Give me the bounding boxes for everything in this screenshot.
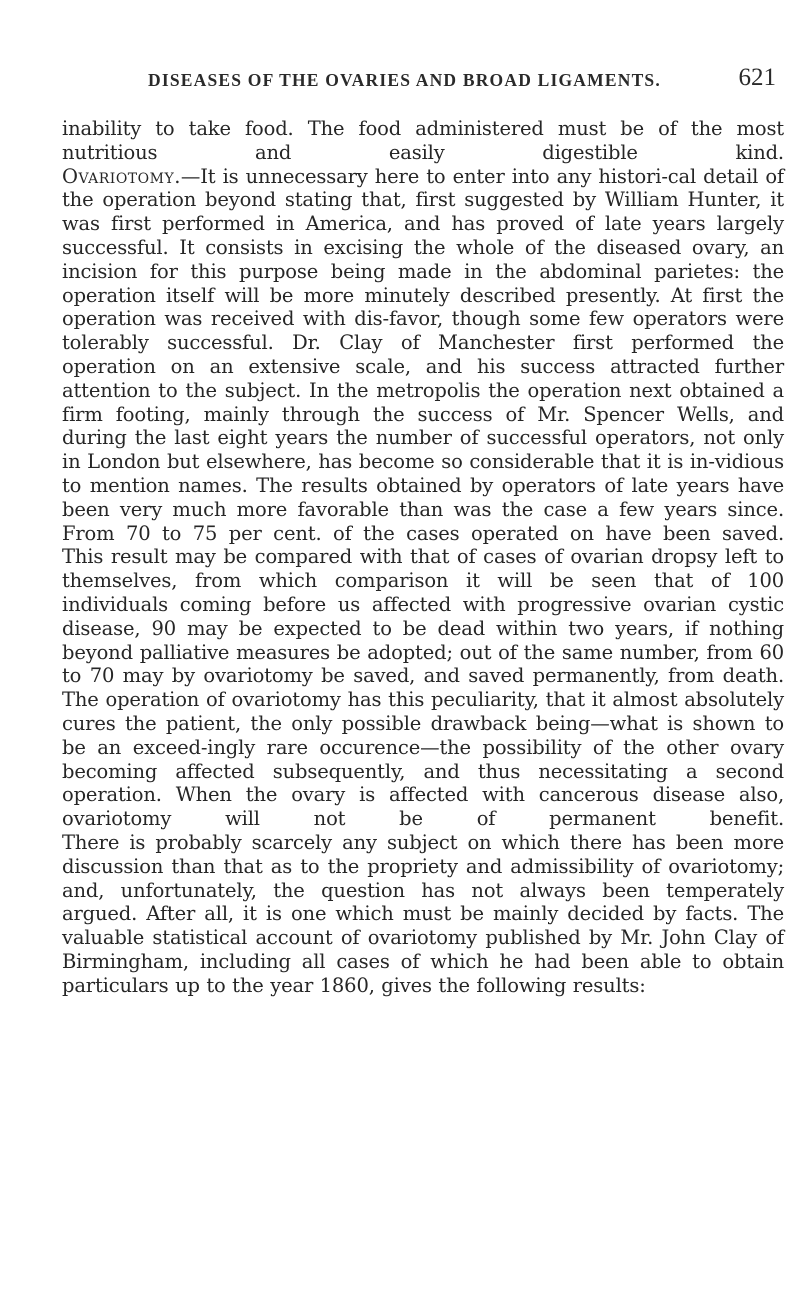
paragraph-text: This result may be compared with that of cases of ovarian dropsy left to themselves, from which comparison it will be seen that of 100 individuals coming before us affected with progressive ovarian cystic disease, 90 may be expected to be dead within two years, if nothing beyond palliative measures be adopted; out of the same number, from 60 to 70 may by ovariotomy be saved, and saved permanently, from death. The operation of ovariotomy has this peculiarity, that it almost absolutely cures the patient, the only possible drawback being—what is shown to be an exceed-ingly rare occurence—the possibility of the other ovary becoming affected subsequently, and thus necessitating a second operation. When the ovary is affected with cancerous disease also, ovariotomy will not be of permanent benefit. bbox=[62, 545, 784, 831]
paragraph-comparison bbox=[62, 545, 784, 831]
paragraph-text: —It is unnecessary here to enter into any histori-cal detail of the operation beyond stating that, first suggested by William Hunter, it was first performed in America, and has proved of late years largely successful. It consists in excising the whole of the diseased ovary, an incision for this purpose being made in the abdominal parietes: the operation itself will be more minutely described presently. At first the operation was received with dis-favor, though some few operators were tolerably successful. Dr. Clay of Manchester first performed the operation on an extensive scale, and his success attracted further attention to the subject. In the metropolis the operation next obtained a firm footing, mainly through the success of Mr. Spencer Wells, and during the last eight years the number of successful operators, not only in London but elsewhere, has become so considerable that it is in-vidious to mention names. The results obtained by operators of late years have been very much more favorable than was the case a few years since. From 70 to 75 per cent. of the cases operated on have been saved. bbox=[62, 164, 784, 545]
page-number: 621 bbox=[738, 64, 776, 91]
paragraph-text: There is probably scarcely any subject on which there has been more discussion than that as to the propriety and admissibility of ovariotomy; and, unfortunately, the question has not always been temperately argued. After all, it is one which must be mainly decided by facts. The valuable statistical account of ovariotomy published by Mr. John Clay of Birmingham, including all cases of which he had been able to obtain particulars up to the year 1860, gives the following results: bbox=[62, 830, 784, 997]
paragraph-ovariotomy bbox=[62, 165, 784, 546]
running-title: DISEASES OF THE OVARIES AND BROAD LIGAMENTS. bbox=[148, 70, 661, 90]
body-text bbox=[62, 117, 784, 997]
section-heading-ovariotomy: Ovariotomy. bbox=[62, 164, 181, 188]
paragraph-discussion bbox=[62, 831, 784, 998]
page-header bbox=[148, 64, 790, 96]
paragraph-text: inability to take food. The food administered must be of the most nutritious and easily digestible kind. bbox=[62, 117, 784, 164]
paragraph-inability bbox=[62, 117, 784, 165]
